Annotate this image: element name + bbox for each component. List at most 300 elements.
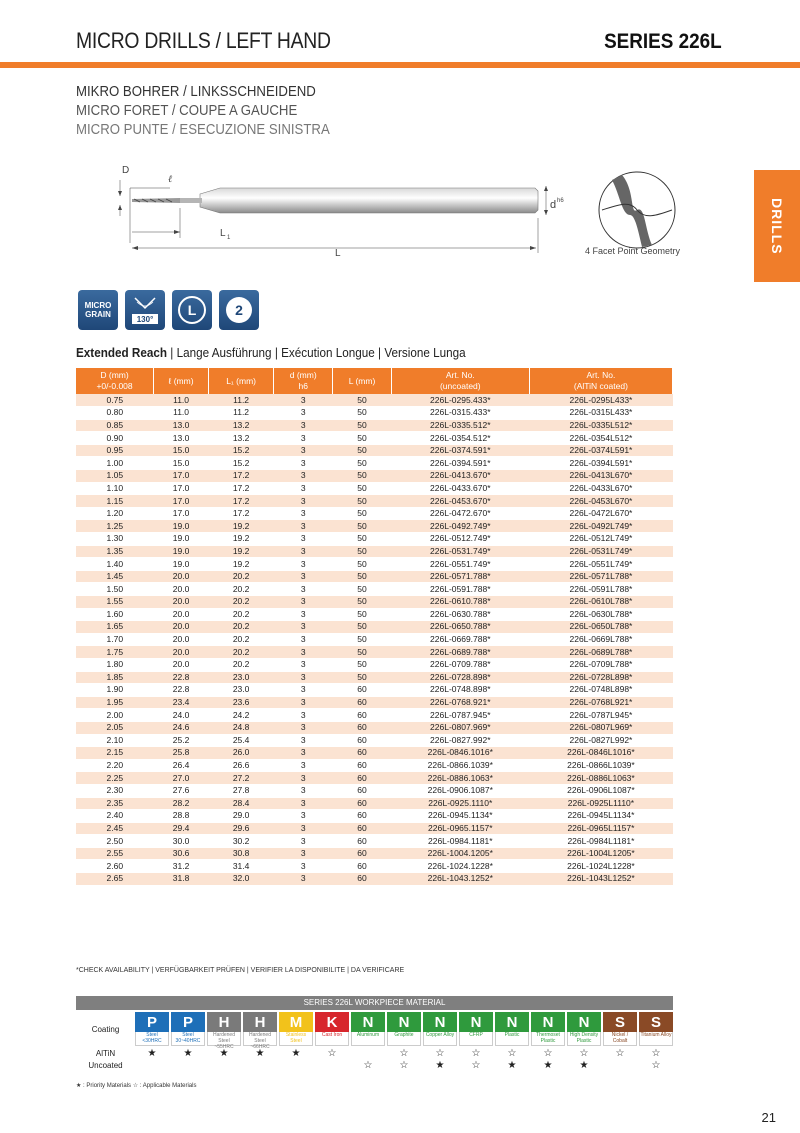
material-suitability-row [76,1048,673,1060]
table-cell: 15.2 [209,457,274,470]
suitability-symbol: ★ [435,1060,445,1071]
table-cell: 17.0 [154,495,209,508]
table-cell: 226L-0689.788* [391,646,529,659]
table-cell: 226L-0669L788* [529,633,672,646]
table-cell: 50 [333,507,391,520]
coating-type-label: Uncoated [88,1061,123,1070]
table-cell: 226L-0551L749* [529,558,672,571]
table-cell: 3 [274,860,333,873]
table-cell: 26.6 [209,759,274,772]
table-cell: 17.0 [154,470,209,483]
table-cell: 0.95 [76,444,154,457]
table-cell: 1.25 [76,520,154,533]
suitability-symbol: ☆ [399,1048,409,1059]
table-cell: 20.2 [209,596,274,609]
table-row [76,835,673,848]
table-row [76,507,673,520]
table-cell: 226L-0335.512* [391,419,529,432]
table-cell: 60 [333,709,391,722]
table-cell: 28.4 [209,797,274,810]
table-cell: 19.0 [154,545,209,558]
table-cell: 60 [333,860,391,873]
table-row [76,810,673,823]
table-cell: 226L-0768L921* [529,696,672,709]
material-cell [423,1012,457,1046]
material-cell [387,1012,421,1046]
material-desc: Aluminum [351,1032,385,1046]
table-row [76,860,673,873]
table-row [76,772,673,785]
table-cell: 13.0 [154,432,209,445]
dim-d: d [550,199,557,211]
section-title-main: Extended Reach [76,345,168,360]
series-title: SERIES 226L [604,30,722,53]
table-cell: 226L-0984.1181* [391,835,529,848]
table-cell: 50 [333,394,391,407]
suitability-symbol: ★ [543,1060,553,1071]
table-cell: 3 [274,873,333,886]
table-cell: 226L-0531L749* [529,545,672,558]
table-row [76,470,673,483]
table-cell: 226L-1004L1205* [529,847,672,860]
table-cell: 3 [274,533,333,546]
material-cell [567,1012,601,1046]
material-legend: ★ : Priority Materials ☆ : Applicable Materials [76,1083,197,1089]
dim-L1: L [220,228,226,239]
table-cell: 60 [333,772,391,785]
table-cell: 3 [274,558,333,571]
table-cell: 50 [333,671,391,684]
table-cell: 226L-0512.749* [391,533,529,546]
table-cell: 226L-0866.1039* [391,759,529,772]
table-cell: 226L-0846.1016* [391,747,529,760]
table-cell: 15.0 [154,444,209,457]
table-cell: 13.0 [154,419,209,432]
table-cell: 226L-0610L788* [529,596,672,609]
point-geometry-label: 4 Facet Point Geometry [585,246,681,256]
table-cell: 226L-0827.992* [391,734,529,747]
svg-text:2: 2 [235,302,243,318]
table-cell: 2.00 [76,709,154,722]
table-cell: 226L-1043L1252* [529,873,672,886]
side-tab-label: DRILLS [769,197,785,255]
suitability-symbol: ☆ [435,1048,445,1059]
table-cell: 226L-1024L1228* [529,860,672,873]
table-cell: 226L-0591.788* [391,583,529,596]
table-cell: 3 [274,847,333,860]
table-cell: 226L-1043.1252* [391,873,529,886]
table-cell: 19.0 [154,533,209,546]
material-letter: M [279,1012,313,1032]
table-cell: 31.8 [154,873,209,886]
feature-icons [78,290,259,330]
header-divider [0,62,800,68]
material-cell [315,1012,349,1046]
table-row [76,407,673,420]
table-cell: 226L-0472L670* [529,507,672,520]
table-cell: 226L-0925.1110* [391,797,529,810]
suitability-symbol: ★ [255,1048,265,1059]
table-cell: 15.0 [154,457,209,470]
table-cell: 226L-0807L969* [529,721,672,734]
table-row [76,633,673,646]
table-cell: 30.8 [209,847,274,860]
material-table-title: SERIES 226L WORKPIECE MATERIAL [76,996,673,1010]
table-cell: 27.2 [209,772,274,785]
table-cell: 20.2 [209,608,274,621]
suitability-symbol [351,1048,385,1060]
table-row [76,822,673,835]
table-cell: 20.2 [209,621,274,634]
table-cell: 2.30 [76,784,154,797]
table-cell: 60 [333,734,391,747]
table-cell: 25.2 [154,734,209,747]
col-D: D (mm) +0/-0.008 [76,368,154,394]
table-cell: 226L-0492.749* [391,520,529,533]
table-cell: 3 [274,507,333,520]
table-cell: 0.90 [76,432,154,445]
table-cell: 24.6 [154,721,209,734]
table-row [76,621,673,634]
table-cell: 3 [274,470,333,483]
table-cell: 226L-0886L1063* [529,772,672,785]
table-header-row [76,368,673,394]
table-cell: 3 [274,608,333,621]
col-L1: L₁ (mm) [209,368,274,394]
material-cell [171,1012,205,1046]
table-cell: 226L-0787.945* [391,709,529,722]
dim-l: ℓ [168,174,173,185]
suitability-symbol: ☆ [651,1060,661,1071]
material-cell [495,1012,529,1046]
table-cell: 50 [333,646,391,659]
table-cell: 20.0 [154,646,209,659]
point-geometry-icon [590,170,685,250]
table-cell: 3 [274,658,333,671]
table-cell: 226L-0807.969* [391,721,529,734]
coating-label: Coating [91,1024,120,1034]
table-cell: 226L-0630L788* [529,608,672,621]
two-flute-icon [219,290,259,330]
table-cell: 1.35 [76,545,154,558]
table-cell: 24.2 [209,709,274,722]
table-cell: 31.4 [209,860,274,873]
table-cell: 3 [274,495,333,508]
table-cell: 226L-0965.1157* [391,822,529,835]
table-cell: 20.0 [154,608,209,621]
table-cell: 30.6 [154,847,209,860]
table-cell: 20.0 [154,596,209,609]
table-cell: 20.0 [154,583,209,596]
table-cell: 226L-0394L591* [529,457,672,470]
table-cell: 60 [333,873,391,886]
suitability-symbol: ☆ [471,1048,481,1059]
section-title [76,345,466,360]
col-art-coated: Art. No. (AlTiN coated) [529,368,672,394]
table-cell: 13.2 [209,432,274,445]
table-cell: 226L-0886.1063* [391,772,529,785]
table-row [76,457,673,470]
table-cell: 1.05 [76,470,154,483]
table-cell: 1.30 [76,533,154,546]
table-cell: 3 [274,721,333,734]
table-cell: 60 [333,759,391,772]
material-letter: H [243,1012,277,1032]
table-row [76,596,673,609]
table-cell: 50 [333,658,391,671]
table-cell: 50 [333,621,391,634]
table-cell: 11.0 [154,394,209,407]
material-cell [639,1012,673,1046]
micro-grain-icon: MICRO GRAIN [78,290,118,330]
material-cell [531,1012,565,1046]
table-cell: 2.40 [76,810,154,823]
table-row [76,533,673,546]
table-cell: 226L-0591L788* [529,583,672,596]
table-row [76,419,673,432]
table-cell: 226L-0984L1181* [529,835,672,848]
drill-diagram [110,158,570,268]
table-cell: 1.00 [76,457,154,470]
section-title-rest: | Lange Ausführung | Exécution Longue | Versione Lunga [167,345,466,360]
table-cell: 226L-0945L1134* [529,810,672,823]
table-cell: 226L-0689L788* [529,646,672,659]
table-cell: 226L-1004.1205* [391,847,529,860]
material-cell [351,1012,385,1046]
table-cell: 226L-0945.1134* [391,810,529,823]
table-cell: 226L-0906L1087* [529,784,672,797]
table-cell: 3 [274,684,333,697]
table-cell: 226L-0866L1039* [529,759,672,772]
table-cell: 24.8 [209,721,274,734]
table-cell: 28.8 [154,810,209,823]
table-cell: 1.40 [76,558,154,571]
table-row [76,721,673,734]
table-cell: 50 [333,570,391,583]
col-art-uncoated: Art. No. (uncoated) [391,368,529,394]
table-cell: 1.80 [76,658,154,671]
table-cell: 226L-0709L788* [529,658,672,671]
table-cell: 226L-0354L512* [529,432,672,445]
table-cell: 3 [274,545,333,558]
table-cell: 226L-0295L433* [529,394,672,407]
table-cell: 27.0 [154,772,209,785]
side-tab-drills[interactable] [754,170,800,282]
material-letter: N [531,1012,565,1032]
table-cell: 2.50 [76,835,154,848]
table-cell: 226L-0413.670* [391,470,529,483]
table-cell: 1.95 [76,696,154,709]
table-cell: 0.85 [76,419,154,432]
table-cell: 226L-0787L945* [529,709,672,722]
material-letter: N [351,1012,385,1032]
suitability-symbol: ☆ [471,1060,481,1071]
table-cell: 3 [274,621,333,634]
table-cell: 23.0 [209,684,274,697]
table-cell: 226L-0571.788* [391,570,529,583]
table-cell: 60 [333,847,391,860]
table-cell: 3 [274,747,333,760]
table-cell: 226L-0315L433* [529,407,672,420]
table-cell: 3 [274,835,333,848]
suitability-symbol [135,1060,169,1072]
page-header [0,0,800,68]
table-cell: 17.2 [209,495,274,508]
table-cell: 50 [333,533,391,546]
table-cell: 19.2 [209,533,274,546]
table-cell: 2.55 [76,847,154,860]
table-cell: 226L-0610.788* [391,596,529,609]
table-cell: 3 [274,734,333,747]
table-cell: 20.0 [154,570,209,583]
suitability-symbol [171,1060,205,1072]
table-cell: 3 [274,482,333,495]
table-cell: 3 [274,444,333,457]
table-cell: 1.75 [76,646,154,659]
table-cell: 3 [274,407,333,420]
suitability-symbol: ★ [291,1048,301,1059]
table-cell: 226L-0335L512* [529,419,672,432]
table-cell: 226L-0906.1087* [391,784,529,797]
table-cell: 50 [333,444,391,457]
table-cell: 31.2 [154,860,209,873]
table-cell: 50 [333,545,391,558]
table-cell: 27.8 [209,784,274,797]
material-letter: N [387,1012,421,1032]
table-cell: 3 [274,633,333,646]
table-cell: 17.2 [209,482,274,495]
table-cell: 28.2 [154,797,209,810]
table-cell: 50 [333,432,391,445]
table-cell: 50 [333,558,391,571]
table-row [76,558,673,571]
table-cell: 50 [333,482,391,495]
table-cell: 50 [333,583,391,596]
table-cell: 226L-0669.788* [391,633,529,646]
page-title: MICRO DRILLS / LEFT HAND [76,28,331,53]
table-cell: 226L-0433.670* [391,482,529,495]
table-row [76,495,673,508]
dim-L1-sub: 1 [227,235,231,241]
suitability-symbol: ☆ [507,1048,517,1059]
table-cell: 226L-0748L898* [529,684,672,697]
material-letter: N [495,1012,529,1032]
table-cell: 26.4 [154,759,209,772]
table-cell: 11.0 [154,407,209,420]
suitability-symbol [243,1060,277,1072]
table-row [76,444,673,457]
table-row [76,784,673,797]
table-row [76,847,673,860]
table-cell: 1.10 [76,482,154,495]
table-cell: 17.0 [154,482,209,495]
table-row [76,583,673,596]
table-cell: 226L-0413L670* [529,470,672,483]
table-cell: 50 [333,457,391,470]
material-desc: Hardened Steel ~55HRC [207,1032,241,1046]
table-cell: 2.05 [76,721,154,734]
material-letter: K [315,1012,349,1032]
table-cell: 1.20 [76,507,154,520]
material-cell [135,1012,169,1046]
suitability-symbol: ☆ [615,1048,625,1059]
material-desc: CFRP [459,1032,493,1046]
subtitle-it: MICRO PUNTE / ESECUZIONE SINISTRA [76,121,330,138]
table-cell: 226L-0650L788* [529,621,672,634]
table-cell: 17.2 [209,507,274,520]
table-cell: 1.90 [76,684,154,697]
table-cell: 2.45 [76,822,154,835]
table-row [76,734,673,747]
table-cell: 226L-0728.898* [391,671,529,684]
table-cell: 226L-0571L788* [529,570,672,583]
table-cell: 226L-0551.749* [391,558,529,571]
table-cell: 50 [333,495,391,508]
table-cell: 226L-0512L749* [529,533,672,546]
table-cell: 1.70 [76,633,154,646]
left-hand-icon [172,290,212,330]
table-cell: 226L-0728L898* [529,671,672,684]
material-cell [459,1012,493,1046]
table-cell: 25.8 [154,747,209,760]
table-cell: 13.2 [209,419,274,432]
material-letter: H [207,1012,241,1032]
material-letter: S [639,1012,673,1032]
table-cell: 3 [274,784,333,797]
table-cell: 20.0 [154,621,209,634]
table-row [76,684,673,697]
table-cell: 60 [333,822,391,835]
material-suitability-row [76,1060,673,1072]
product-table [76,368,673,886]
dim-d-tol: h6 [557,198,564,204]
table-cell: 19.2 [209,520,274,533]
table-cell: 226L-0453L670* [529,495,672,508]
table-cell: 3 [274,696,333,709]
table-cell: 1.50 [76,583,154,596]
table-cell: 50 [333,419,391,432]
table-cell: 1.45 [76,570,154,583]
table-cell: 3 [274,646,333,659]
material-desc: Plastic [495,1032,529,1046]
coating-type-label: AlTiN [95,1049,116,1058]
table-cell: 60 [333,684,391,697]
material-desc: Titanium Alloy [639,1032,673,1046]
table-cell: 60 [333,784,391,797]
table-cell: 2.15 [76,747,154,760]
suitability-symbol [315,1060,349,1072]
table-cell: 20.2 [209,633,274,646]
table-row [76,482,673,495]
table-cell: 1.65 [76,621,154,634]
table-cell: 226L-0748.898* [391,684,529,697]
table-cell: 20.2 [209,583,274,596]
material-desc: Steel <30HRC [135,1032,169,1046]
table-cell: 3 [274,810,333,823]
table-cell: 23.0 [209,671,274,684]
table-cell: 29.4 [154,822,209,835]
table-cell: 0.80 [76,407,154,420]
table-cell: 19.0 [154,558,209,571]
table-cell: 226L-0768.921* [391,696,529,709]
suitability-symbol [279,1060,313,1072]
col-L: L (mm) [333,368,391,394]
material-letter: P [135,1012,169,1032]
table-cell: 50 [333,608,391,621]
material-desc: Copper Alloy [423,1032,457,1046]
material-desc: High Density Plastic [567,1032,601,1046]
table-cell: 226L-1024.1228* [391,860,529,873]
